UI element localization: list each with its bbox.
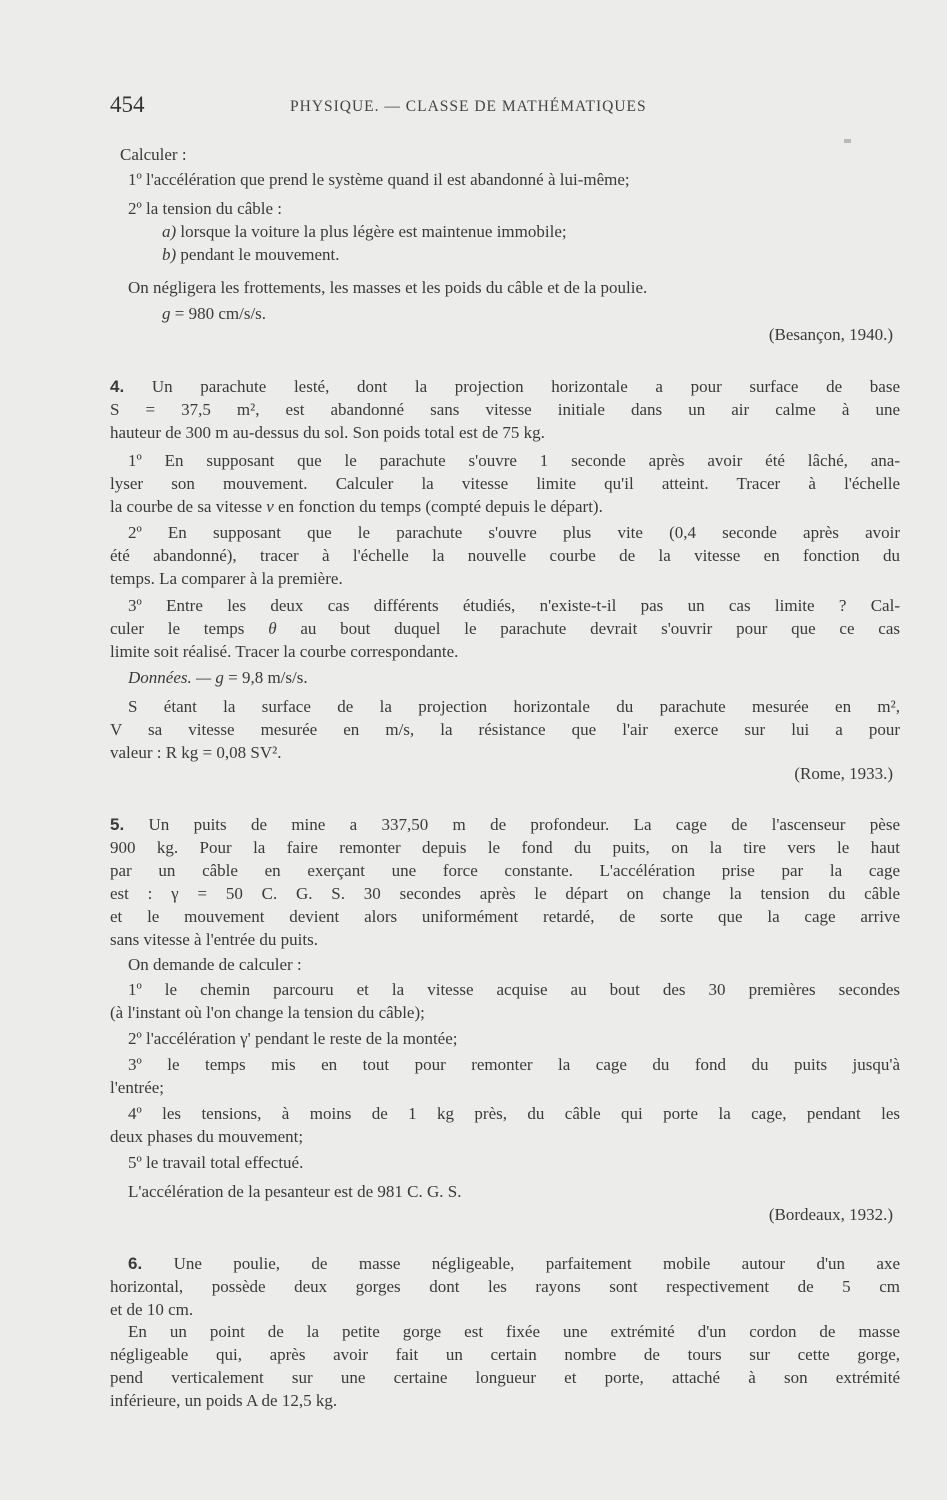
p5-q3-line-1: 3º le temps mis en tout pour remonter la cage du fond du puits jusqu'à: [128, 1055, 900, 1074]
p6-intro-line-1: [128, 1254, 900, 1274]
p4-part1-text-a: la courbe de sa vitesse: [110, 497, 267, 516]
p3-source: (Besançon, 1940.): [768, 325, 893, 344]
p4-intro-text-1: Un parachute lesté, dont la projection horizontale a pour surface de base: [124, 377, 900, 396]
p5-demand: On demande de calculer :: [128, 955, 302, 974]
p4-part1-line-3: [110, 497, 603, 517]
p6-intro-text-1: Une poulie, de masse négligeable, parfaitement mobile autour d'un axe: [142, 1254, 900, 1273]
p5-source: (Bordeaux, 1932.): [768, 1205, 893, 1224]
problem-6-number: 6.: [128, 1254, 143, 1273]
p5-q1-line-2: (à l'instant où l'on change la tension du câble);: [110, 1003, 425, 1022]
p6-para-line-4: inférieure, un poids A de 12,5 kg.: [110, 1391, 338, 1410]
calculer-heading: Calculer :: [120, 145, 187, 164]
p4-part2-line-3: temps. La comparer à la première.: [110, 569, 343, 588]
p4-donnees: [128, 668, 308, 688]
p4-part3-line-2: [110, 619, 900, 639]
p5-intro-line-3: par un câble en exerçant une force constante. L'accélération prise par la cage: [110, 861, 900, 880]
p4-part3-text-a: culer le temps: [110, 619, 269, 638]
running-title: PHYSIQUE. — CLASSE DE MATHÉMATIQUES: [290, 98, 647, 115]
p3-question-2b: [162, 245, 340, 265]
page-number: 454: [110, 92, 145, 117]
print-speck: [844, 139, 851, 143]
g-symbol: g: [162, 304, 171, 323]
p4-part2-line-2: été abandonné), tracer à l'échelle la nouvelle courbe de la vitesse en fonction du: [110, 546, 900, 565]
p3-question-1: 1º l'accélération que prend le système quand il est abandonné à lui-même;: [128, 170, 630, 189]
problem-5-number: 5.: [110, 815, 125, 834]
p4-intro-line-3: hauteur de 300 m au-dessus du sol. Son poids total est de 75 kg.: [110, 423, 545, 442]
p6-para-line-2: négligeable qui, après avoir fait un certain nombre de tours sur cette gorge,: [110, 1345, 900, 1364]
p3-note: On négligera les frottements, les masses et les poids du câble et de la poulie.: [128, 278, 648, 297]
p4-source: (Rome, 1933.): [794, 764, 893, 783]
p6-para-line-1: En un point de la petite gorge est fixée une extrémité d'un cordon de masse: [128, 1322, 900, 1341]
p6-intro-line-3: et de 10 cm.: [110, 1300, 194, 1319]
p4-surface-line-3: valeur : R kg = 0,08 SV².: [110, 743, 282, 762]
donnees-value: = 9,8 m/s/s.: [223, 668, 308, 687]
p3-question-2: 2º la tension du câble :: [128, 199, 282, 218]
p5-gravity: L'accélération de la pesanteur est de 981 C. G. S.: [128, 1182, 462, 1201]
p3-2b-text: pendant le mouvement.: [176, 245, 340, 264]
p4-intro-line-2: S = 37,5 m², est abandonné sans vitesse initiale dans un air calme à une: [110, 400, 900, 419]
p4-part3-line-1: 3º Entre les deux cas différents étudiés, n'existe-t-il pas un cas limite ? Cal-: [128, 596, 900, 615]
p3-2b-label: b): [162, 245, 177, 264]
p3-question-2a: [162, 222, 567, 242]
p5-intro-line-6: sans vitesse à l'entrée du puits.: [110, 930, 318, 949]
p4-part1-text-b: en fonction du temps (compté depuis le départ).: [273, 497, 603, 516]
p5-q4-line-2: deux phases du mouvement;: [110, 1127, 304, 1146]
theta-symbol: θ: [268, 619, 277, 638]
p5-intro-text-1: Un puits de mine a 337,50 m de profondeur. La cage de l'ascenseur pèse: [124, 815, 900, 834]
p4-intro-line-1: [110, 377, 900, 397]
page-header: [110, 92, 910, 122]
p5-q4-line-1: 4º les tensions, à moins de 1 kg près, du câble qui porte la cage, pendant les: [128, 1104, 900, 1123]
p5-q3-line-2: l'entrée;: [110, 1078, 165, 1097]
problem-4-number: 4.: [110, 377, 125, 396]
p4-surface-line-1: S étant la surface de la projection horizontale du parachute mesurée en m²,: [128, 697, 900, 716]
g-value: = 980 cm/s/s.: [170, 304, 267, 323]
p6-intro-line-2: horizontal, possède deux gorges dont les rayons sont respectivement de 5 cm: [110, 1277, 900, 1296]
donnees-label: Données. — g: [128, 668, 224, 687]
p5-q1-line-1: 1º le chemin parcouru et la vitesse acquise au bout des 30 premières secondes: [128, 980, 900, 999]
p5-intro-line-4: est : γ = 50 C. G. S. 30 secondes après le départ on change la tension du câble: [110, 884, 900, 903]
p5-intro-line-1: [110, 815, 900, 835]
p3-2a-label: a): [162, 222, 177, 241]
p4-part1-line-1: 1º En supposant que le parachute s'ouvre 1 seconde après avoir été lâché, ana-: [128, 451, 900, 470]
p4-surface-line-2: V sa vitesse mesurée en m/s, la résistance que l'air exerce sur lui a pour: [110, 720, 900, 739]
p4-part2-line-1: 2º En supposant que le parachute s'ouvre plus vite (0,4 seconde après avoir: [128, 523, 900, 542]
p3-2a-text: lorsque la voiture la plus légère est maintenue immobile;: [176, 222, 567, 241]
p5-intro-line-2: 900 kg. Pour la faire remonter depuis le fond du puits, on la tire vers le haut: [110, 838, 900, 857]
p5-intro-line-5: et le mouvement devient alors uniformément retardé, de sorte que la cage arrive: [110, 907, 900, 926]
p3-g-value: [162, 304, 266, 324]
p4-part3-text-b: au bout duquel le parachute devrait s'ouvrir pour que ce cas: [276, 619, 900, 638]
p6-para-line-3: pend verticalement sur une certaine longueur et porte, attaché à son extrémité: [110, 1368, 900, 1387]
p5-q2: 2º l'accélération γ' pendant le reste de la montée;: [128, 1029, 458, 1048]
p4-part1-line-2: lyser son mouvement. Calculer la vitesse limite qu'il atteint. Tracer à l'échelle: [110, 474, 900, 493]
p5-q5: 5º le travail total effectué.: [128, 1153, 304, 1172]
velocity-symbol: v: [266, 497, 274, 516]
p4-part3-line-3: limite soit réalisé. Tracer la courbe correspondante.: [110, 642, 459, 661]
